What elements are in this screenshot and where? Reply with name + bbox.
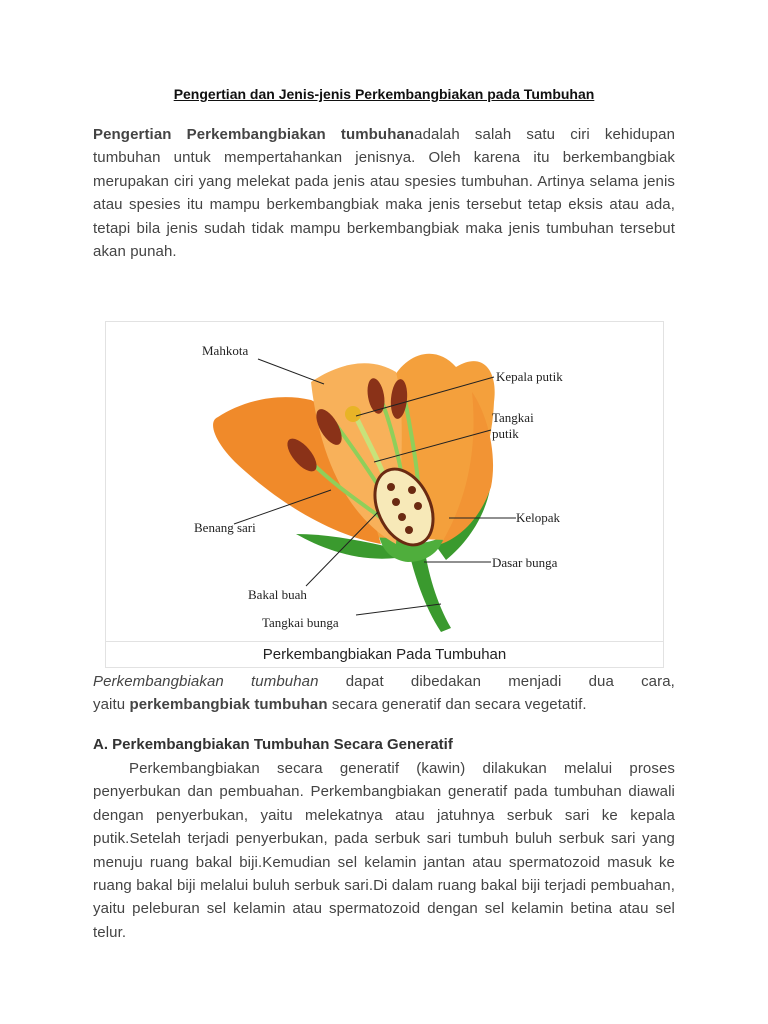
paragraph-two [93,670,675,717]
word-7: cara, [641,673,675,690]
label-tangkai-bunga: Tangkai bunga [262,615,339,630]
figure-caption: Perkembangbiakan Pada Tumbuhan [106,641,663,667]
word-1: Perkembangbiakan [93,673,224,690]
label-kepala-putik: Kepala putik [496,369,563,384]
intro-paragraph [93,123,675,263]
word-2: tumbuhan [251,673,319,690]
label-benang-sari: Benang sari [194,520,256,535]
line2-prefix: yaitu [93,696,130,714]
word-3: dapat [345,673,384,690]
flower-diagram [106,322,663,640]
label-bakal-buah: Bakal buah [248,587,307,602]
word-6: dua [588,673,614,690]
intro-bold-term: Pengertian Perkembangbiakan tumbuhan [93,126,415,143]
line2-suffix: secara generatif dan secara vegetatif. [327,696,587,714]
line2-bold: perkembangbiak tumbuhan [129,696,328,714]
section-a-paragraph: Perkembangbiakan secara generatif (kawin) dilakukan melalui proses penyerbukan dan pembuahan. Perkembangbiakan generatif pada tumbuhan diawali dengan penyerbukan, yaitu melekatnya atau jatuhnya serbuk sari ke kepala putik.Setelah terjadi penyerbukan, pada serbuk sari tumbuh buluh serbuk sari yang menuju ruang bakal biji.Kemudian sel kelamin jantan atau spermatozoid masuk ke ruang bakal biji melalui buluh serbuk sari.Di dalam ruang bakal biji terjadi pembuahan, yaitu peleburan sel kelamin atau spermatozoid dengan sel kelamin betina atau sel telur. [93,760,675,941]
page-title: Pengertian dan Jenis-jenis Perkembangbiakan pada Tumbuhan [173,86,595,102]
label-tangkai-putik-line2: putik [492,426,519,441]
label-kelopak: Kelopak [516,510,561,525]
label-tangkai-putik-line1: Tangkai [492,410,534,425]
label-mahkota: Mahkota [202,343,249,358]
section-a-heading: A. Perkembangbiakan Tumbuhan Secara Generatif [93,736,453,753]
word-4: dibedakan [410,673,482,690]
stigma [345,406,361,422]
label-dasar-bunga: Dasar bunga [492,555,558,570]
flower-figure [105,321,664,668]
word-5: menjadi [508,673,562,690]
paragraph-two-line1 [93,670,675,693]
paragraph-two-line2 [93,693,675,716]
intro-text: adalah salah satu ciri kehidupan tumbuhan untuk mempertahankan jenisnya. Oleh karena itu berkembangbiak merupakan ciri yang melekat pada jenis atau spesies tumbuhan. Artinya selama jenis atau spesies itu mampu berkembangbiak maka jenis tersebut tetap eksis atau ada, tetapi bila jenis sudah tidak mampu berkembangbiak maka jenis tumbuhan tersebut akan punah. [93,126,676,261]
